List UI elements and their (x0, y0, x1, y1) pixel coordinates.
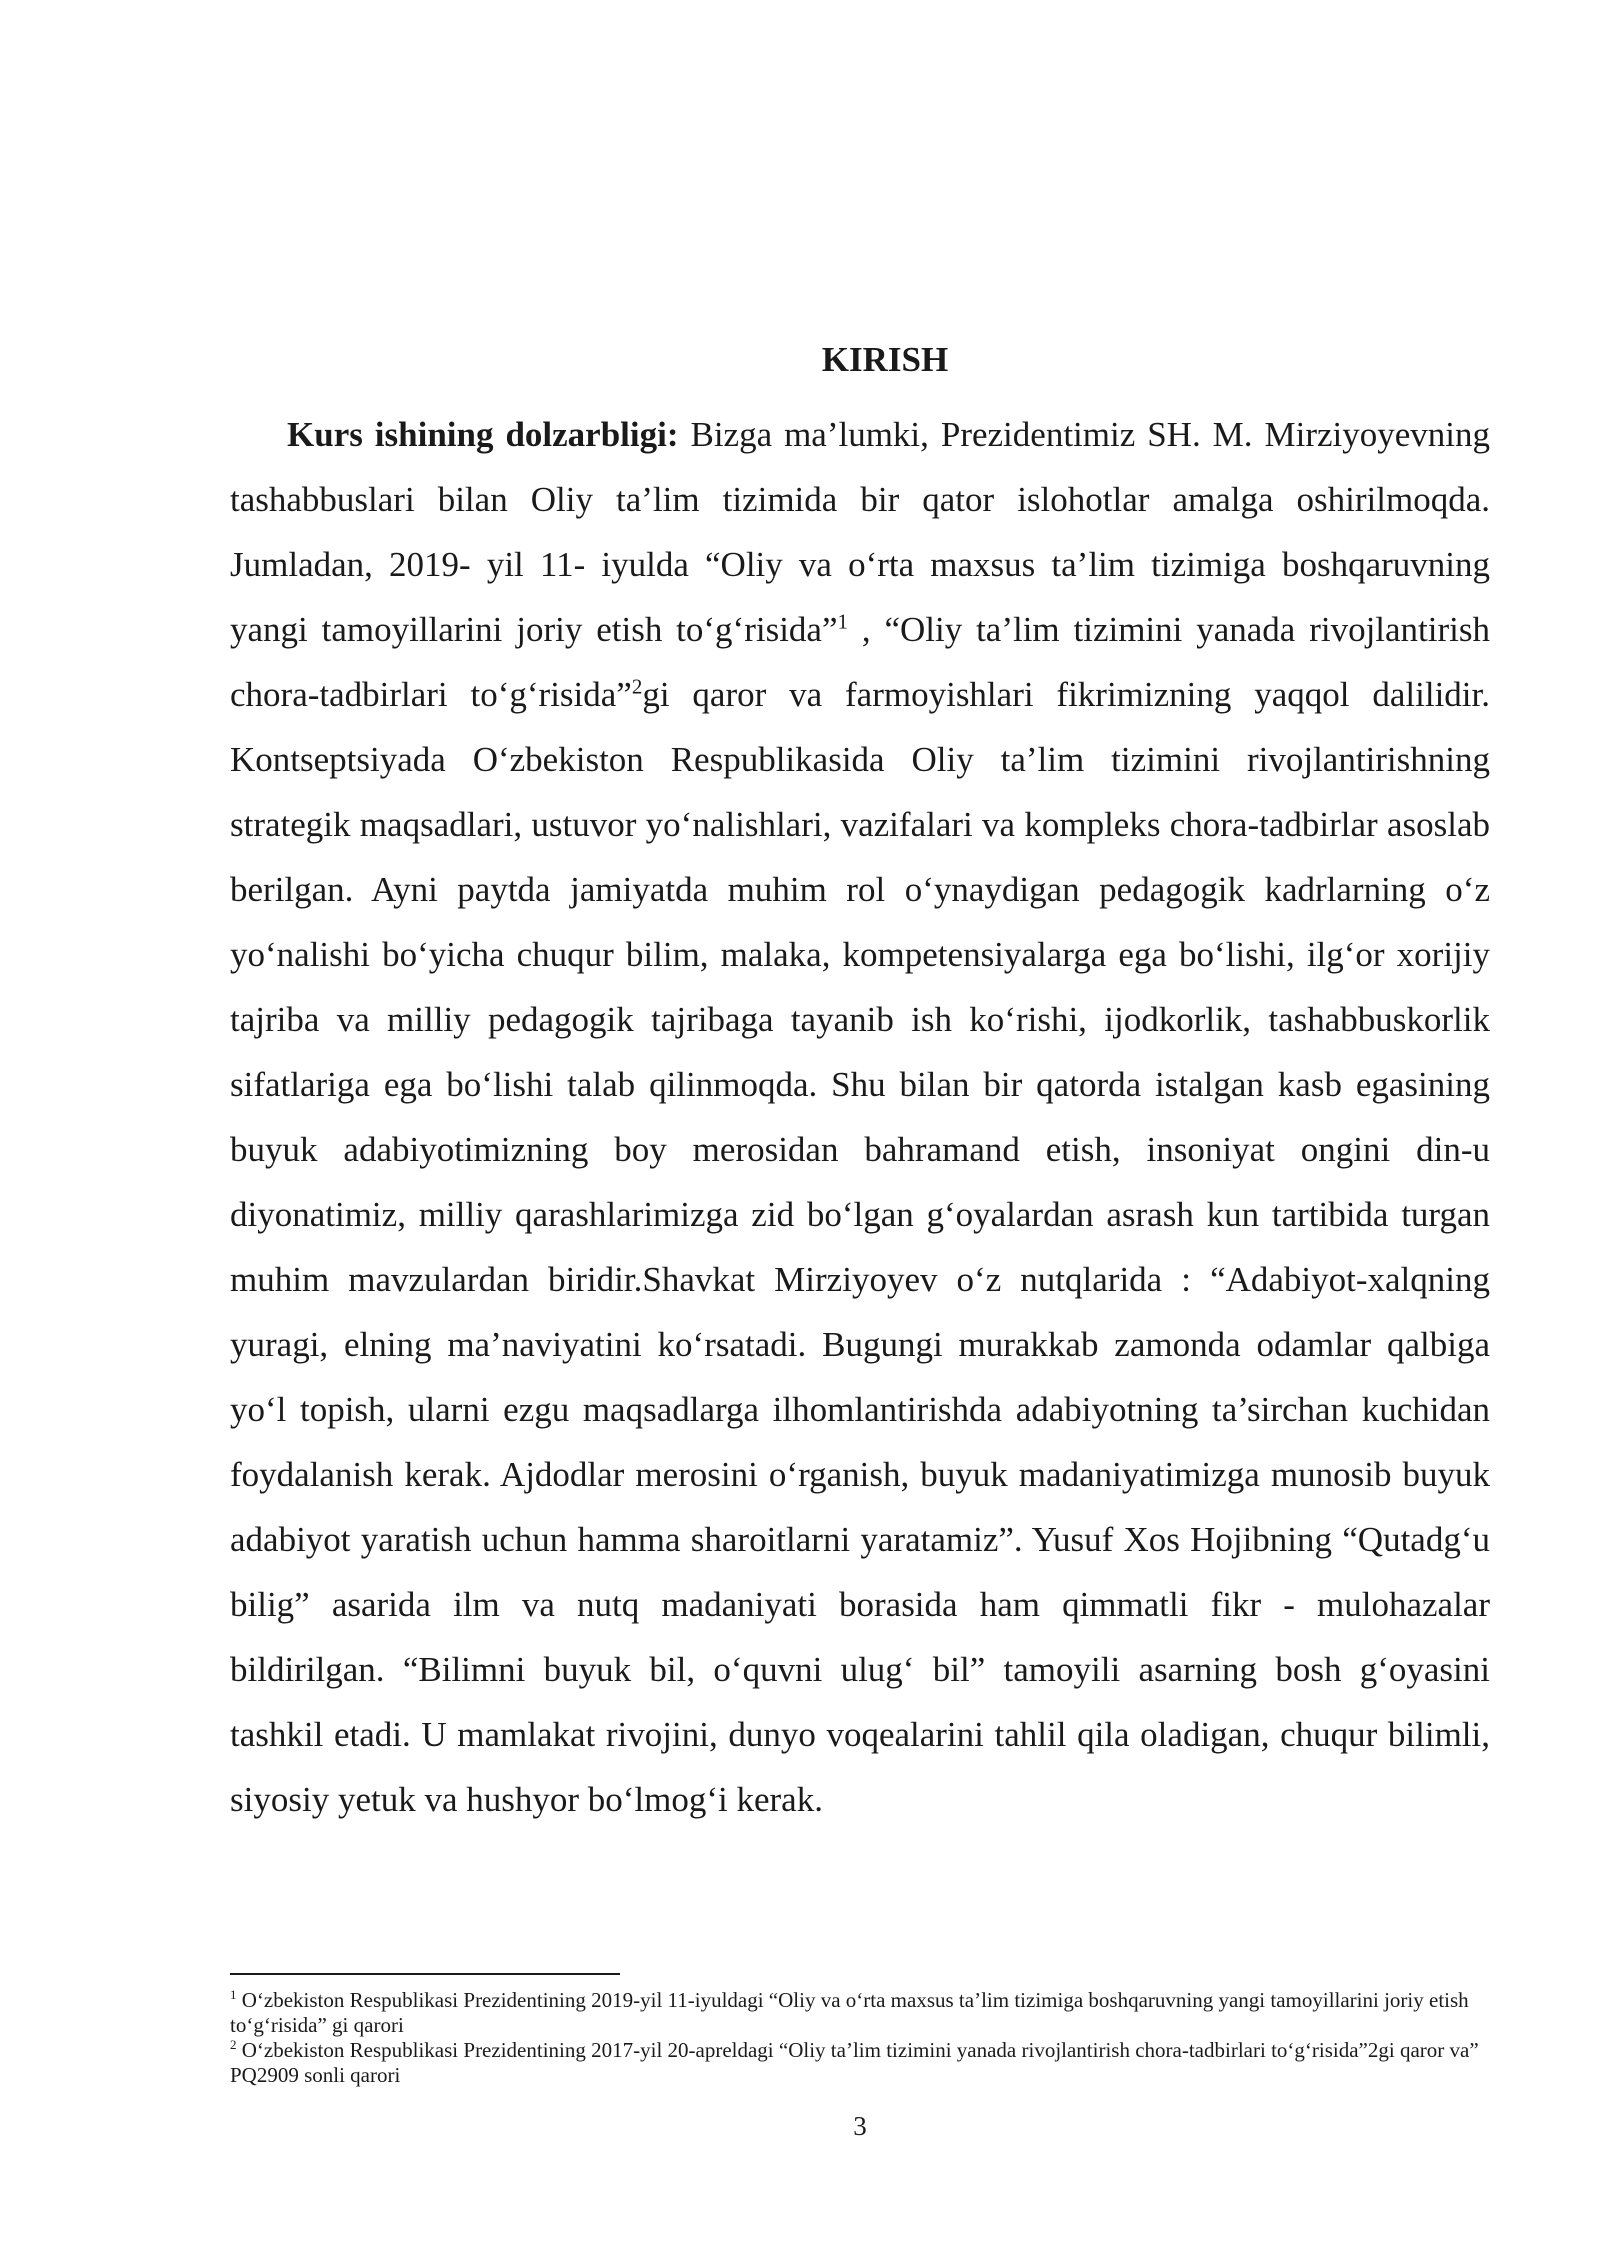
footnote-marker: 1 (230, 1987, 237, 2002)
footnote-separator (230, 1973, 620, 1975)
lead-label: Kurs ishining dolzarbligi: (287, 415, 679, 454)
page-number: 3 (853, 2111, 867, 2141)
footnote-reference-2[interactable]: 2 (631, 674, 643, 699)
footnote-reference-1[interactable]: 1 (837, 609, 848, 634)
footnote-text: O‘zbekiston Respublikasi Prezidentining 2019-yil 11-iyuldagi “Oliy va o‘rta maxsus ta’lim tizimiga boshqaruvning yangi tamoyillarini joriy etish to‘g‘risida” gi qarori (230, 1988, 1469, 2037)
paragraph-text-part2: , “Oliy ta’lim tizimini yanada rivojlantirish chora-tadbirlari to‘g‘risida” (230, 610, 1490, 714)
footnote-text: O‘zbekiston Respublikasi Prezidentining 2017-yil 20-apreldagi “Oliy ta’lim tizimini yanada rivojlantirish chora-tadbirlari to‘g‘risida”2gi qaror va” PQ2909 sonli qarori (230, 2038, 1479, 2087)
footnotes-section (230, 1988, 1490, 2088)
footnote-1 (230, 1988, 1490, 2038)
section-heading: KIRISH (821, 340, 949, 379)
footnote-2 (230, 2038, 1490, 2088)
body-paragraph (230, 402, 1490, 1832)
paragraph-text-part1: Bizga ma’lumki, Prezidentimiz SH. M. Mirziyoyevning tashabbuslari bilan Oliy ta’lim tizimida bir qator islohotlar amalga oshirilmoqda. Jumladan, 2019- yil 11- iyulda “Oliy va o‘rta maxsus ta’lim tizimiga boshqaruvning yangi tamoyillarini joriy etish to‘g‘risida” (230, 415, 1491, 649)
paragraph-text-part3: gi qaror va farmoyishlari fikrimizning yaqqol dalilidir. Kontseptsiyada O‘zbekiston Respublikasida Oliy ta’lim tizimini rivojlantirishning strategik maqsadlari, ustuvor yo‘nalishlari, vazifalari va kompleks chora-tadbirlar asoslab berilgan. Ayni paytda jamiyatda muhim rol o‘ynaydigan pedagogik kadrlarning o‘z yo‘nalishi bo‘yicha chuqur bilim, malaka, kompetensiyalarga ega bo‘lishi, ilg‘or xorijiy tajriba va milliy pedagogik tajribaga tayanib ish ko‘rishi, ijodkorlik, tashabbuskorlik sifatlariga ega bo‘lishi talab qilinmoqda. Shu bilan bir qatorda istalgan kasb egasining buyuk adabiyotimizning boy merosidan bahramand etish, insoniyat ongini din-u diyonatimiz, milliy qarashlarimizga zid bo‘lgan g‘oyalardan asrash kun tartibida turgan muhim mavzulardan biridir.Shavkat Mirziyoyev o‘z nutqlarida : “Adabiyot-xalqning yuragi, elning ma’naviyatini ko‘rsatadi. Bugungi murakkab zamonda odamlar qalbiga yo‘l topish, ularni ezgu maqsadlarga ilhomlantirishda adabiyotning ta’sirchan kuchidan foydalanish kerak. Ajdodlar merosini o‘rganish, buyuk madaniyatimizga munosib buyuk adabiyot yaratish uchun hamma sharoitlarni yaratamiz”. Yusuf Xos Hojibning “Qutadg‘u bilig” asarida ilm va nutq madaniyati borasida ham qimmatli fikr - mulohazalar bildirilgan. “Bilimni buyuk bil, o‘quvni ulug‘ bil” tamoyili asarning bosh g‘oyasini tashkil etadi. U mamlakat rivojini, dunyo voqealarini tahlil qila oladigan, chuqur bilimli, siyosiy yetuk va hushyor bo‘lmog‘i kerak. (230, 675, 1490, 1819)
footnote-marker: 2 (230, 2037, 237, 2052)
